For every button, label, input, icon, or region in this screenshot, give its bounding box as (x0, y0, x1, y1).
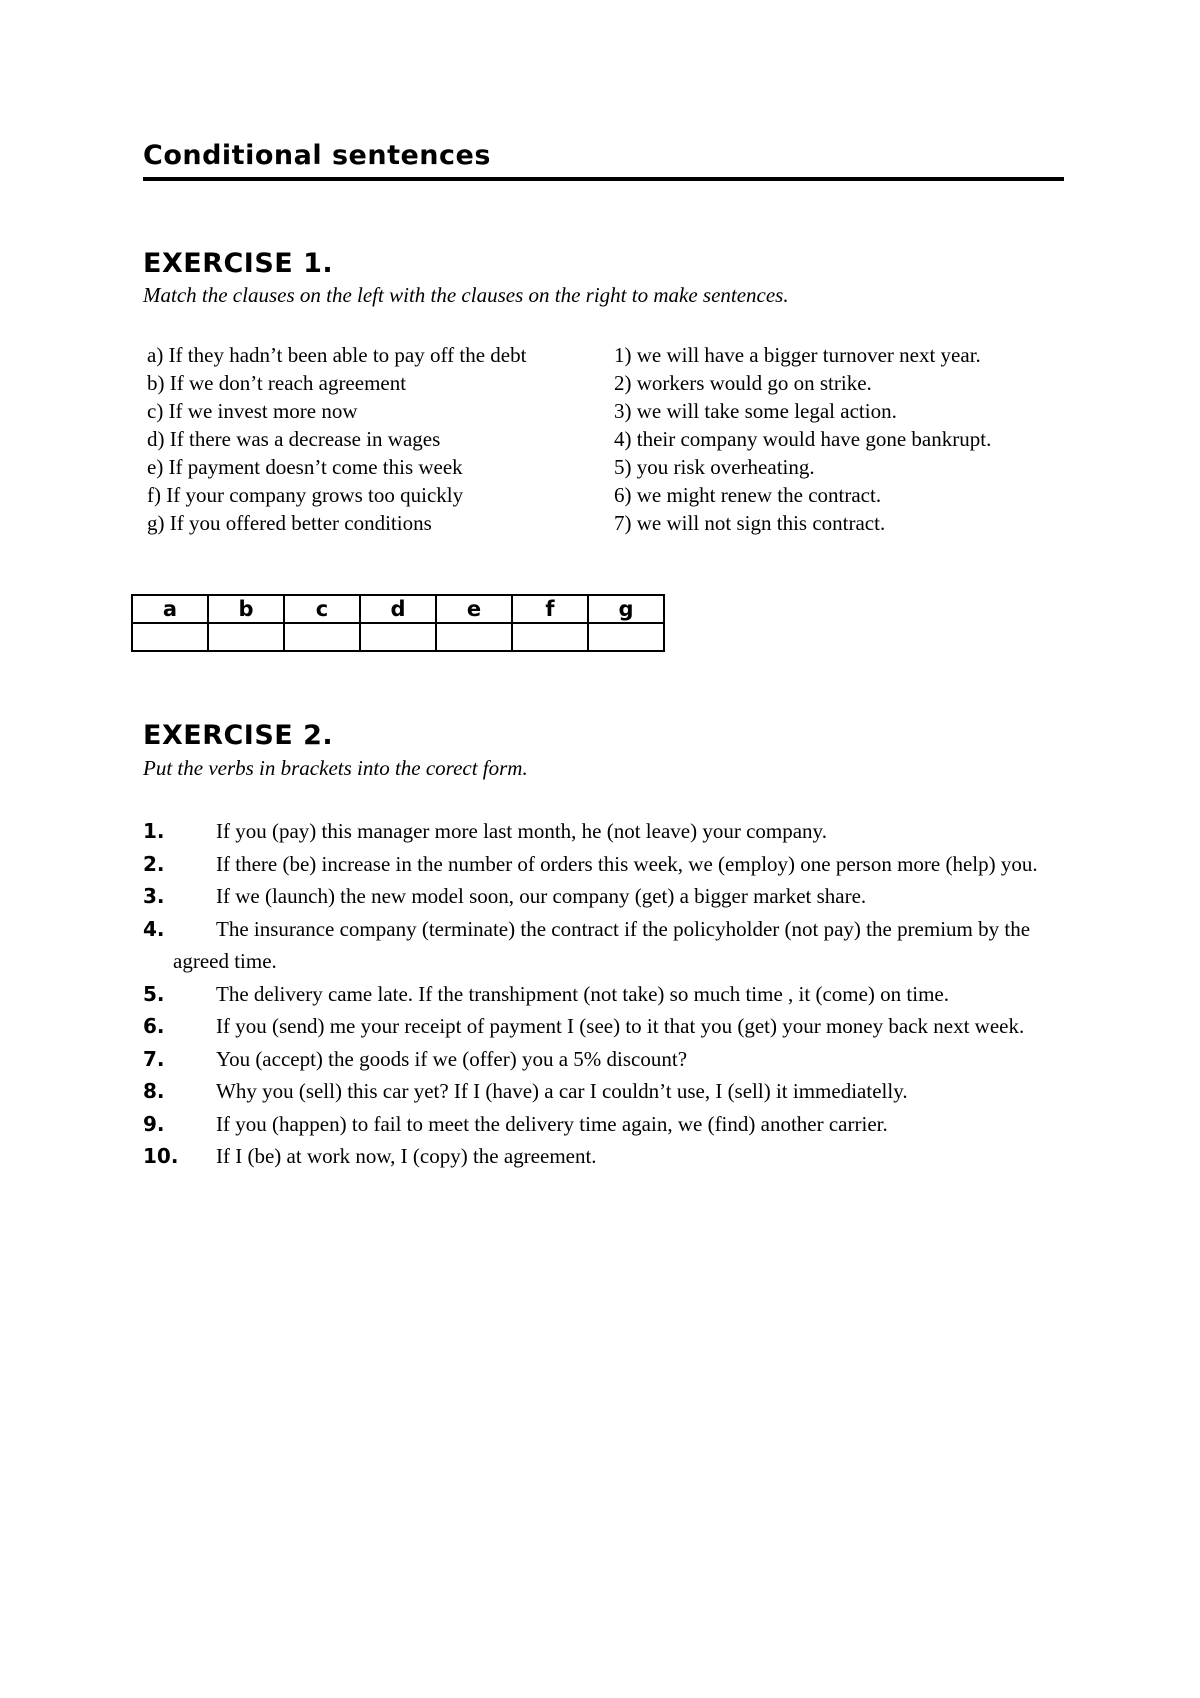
item-number: 10. (143, 1144, 179, 1168)
item-text: If you (pay) this manager more last month, he (not leave) your company. (216, 819, 827, 843)
item-text: You (accept) the goods if we (offer) you a 5% discount? (216, 1046, 688, 1071)
answer-table (131, 594, 665, 652)
right-clause: 7) we will not sign this contract. (614, 511, 886, 535)
answer-cell[interactable] (436, 623, 512, 651)
item-number: 6. (143, 1014, 165, 1038)
list-item (143, 1010, 1083, 1043)
answer-cell[interactable] (284, 623, 360, 651)
exercise-1-instruction: Match the clauses on the left with the clauses on the right to make sentences. (143, 283, 789, 307)
answer-table-header: b (208, 595, 284, 623)
exercise-2-list (143, 815, 1083, 1173)
clause-pair (147, 341, 1067, 369)
right-clause: 1) we will have a bigger turnover next year. (614, 343, 981, 367)
left-clause: e) If payment doesn’t come this week (147, 455, 463, 479)
list-item (143, 815, 1083, 848)
item-number: 7. (143, 1046, 165, 1071)
clause-pair (147, 397, 1067, 425)
item-number: 9. (143, 1111, 165, 1136)
item-text: Why you (sell) this car yet? If I (have) a car I couldn’t use, I (sell) it immediatelly. (216, 1079, 908, 1103)
answer-cell[interactable] (588, 623, 664, 651)
right-clause: 6) we might renew the contract. (614, 483, 882, 507)
right-clause: 3) we will take some legal action. (614, 399, 897, 423)
left-clause: a) If they hadn’t been able to pay off the debt (147, 343, 527, 367)
left-clause: d) If there was a decrease in wages (147, 427, 441, 451)
left-clause: b) If we don’t reach agreement (147, 371, 407, 395)
item-text: If there (be) increase in the number of orders this week, we (employ) one person more (help) you. (216, 851, 1038, 876)
exercise-2-instruction: Put the verbs in brackets into the corect form. (143, 756, 528, 780)
exercise-2-heading: EXERCISE 2. (143, 720, 334, 751)
answer-cell[interactable] (360, 623, 436, 651)
clause-pair (147, 481, 1067, 509)
item-text: If I (be) at work now, I (copy) the agreement. (216, 1144, 597, 1168)
item-text: The insurance company (terminate) the contract if the policyholder (not pay) the premium by the agreed time. (173, 916, 1031, 973)
left-clause: f) If your company grows too quickly (147, 483, 464, 507)
answer-cell[interactable] (208, 623, 284, 651)
answer-cell[interactable] (512, 623, 588, 651)
right-clause: 5) you risk overheating. (614, 455, 815, 479)
answer-cell[interactable] (132, 623, 208, 651)
answer-table-header: e (436, 595, 512, 623)
list-item (143, 1043, 1083, 1076)
list-item (143, 1075, 1083, 1108)
list-item (143, 880, 1083, 913)
item-text: If you (happen) to fail to meet the delivery time again, we (find) another carrier. (216, 1111, 888, 1136)
item-number: 3. (143, 884, 165, 908)
title-divider (143, 177, 1064, 181)
item-number: 5. (143, 981, 165, 1006)
item-text: The delivery came late. If the transhipment (not take) so much time , it (come) on time. (216, 981, 950, 1006)
clause-pair (147, 453, 1067, 481)
answer-table-header: d (360, 595, 436, 623)
list-item (143, 1108, 1083, 1141)
page-title: Conditional sentences (143, 140, 491, 171)
right-clause: 4) their company would have gone bankrupt. (614, 427, 992, 451)
list-item (143, 848, 1083, 881)
answer-table-header: a (132, 595, 208, 623)
item-number: 2. (143, 851, 165, 876)
clause-matching-list (147, 341, 1067, 537)
list-item (143, 913, 1083, 978)
clause-pair (147, 425, 1067, 453)
left-clause: c) If we invest more now (147, 399, 358, 423)
answer-table-header: f (512, 595, 588, 623)
list-item (143, 1140, 1083, 1173)
item-number: 8. (143, 1079, 165, 1103)
clause-pair (147, 509, 1067, 537)
right-clause: 2) workers would go on strike. (614, 371, 872, 395)
item-text: If you (send) me your receipt of payment I (see) to it that you (get) your money back next week. (216, 1014, 1025, 1038)
answer-table-header: g (588, 595, 664, 623)
left-clause: g) If you offered better conditions (147, 511, 432, 535)
answer-table-header: c (284, 595, 360, 623)
item-number: 4. (143, 916, 165, 941)
exercise-1-heading: EXERCISE 1. (143, 248, 334, 279)
item-number: 1. (143, 819, 165, 843)
clause-pair (147, 369, 1067, 397)
item-text: If we (launch) the new model soon, our company (get) a bigger market share. (216, 884, 867, 908)
list-item (143, 978, 1083, 1011)
